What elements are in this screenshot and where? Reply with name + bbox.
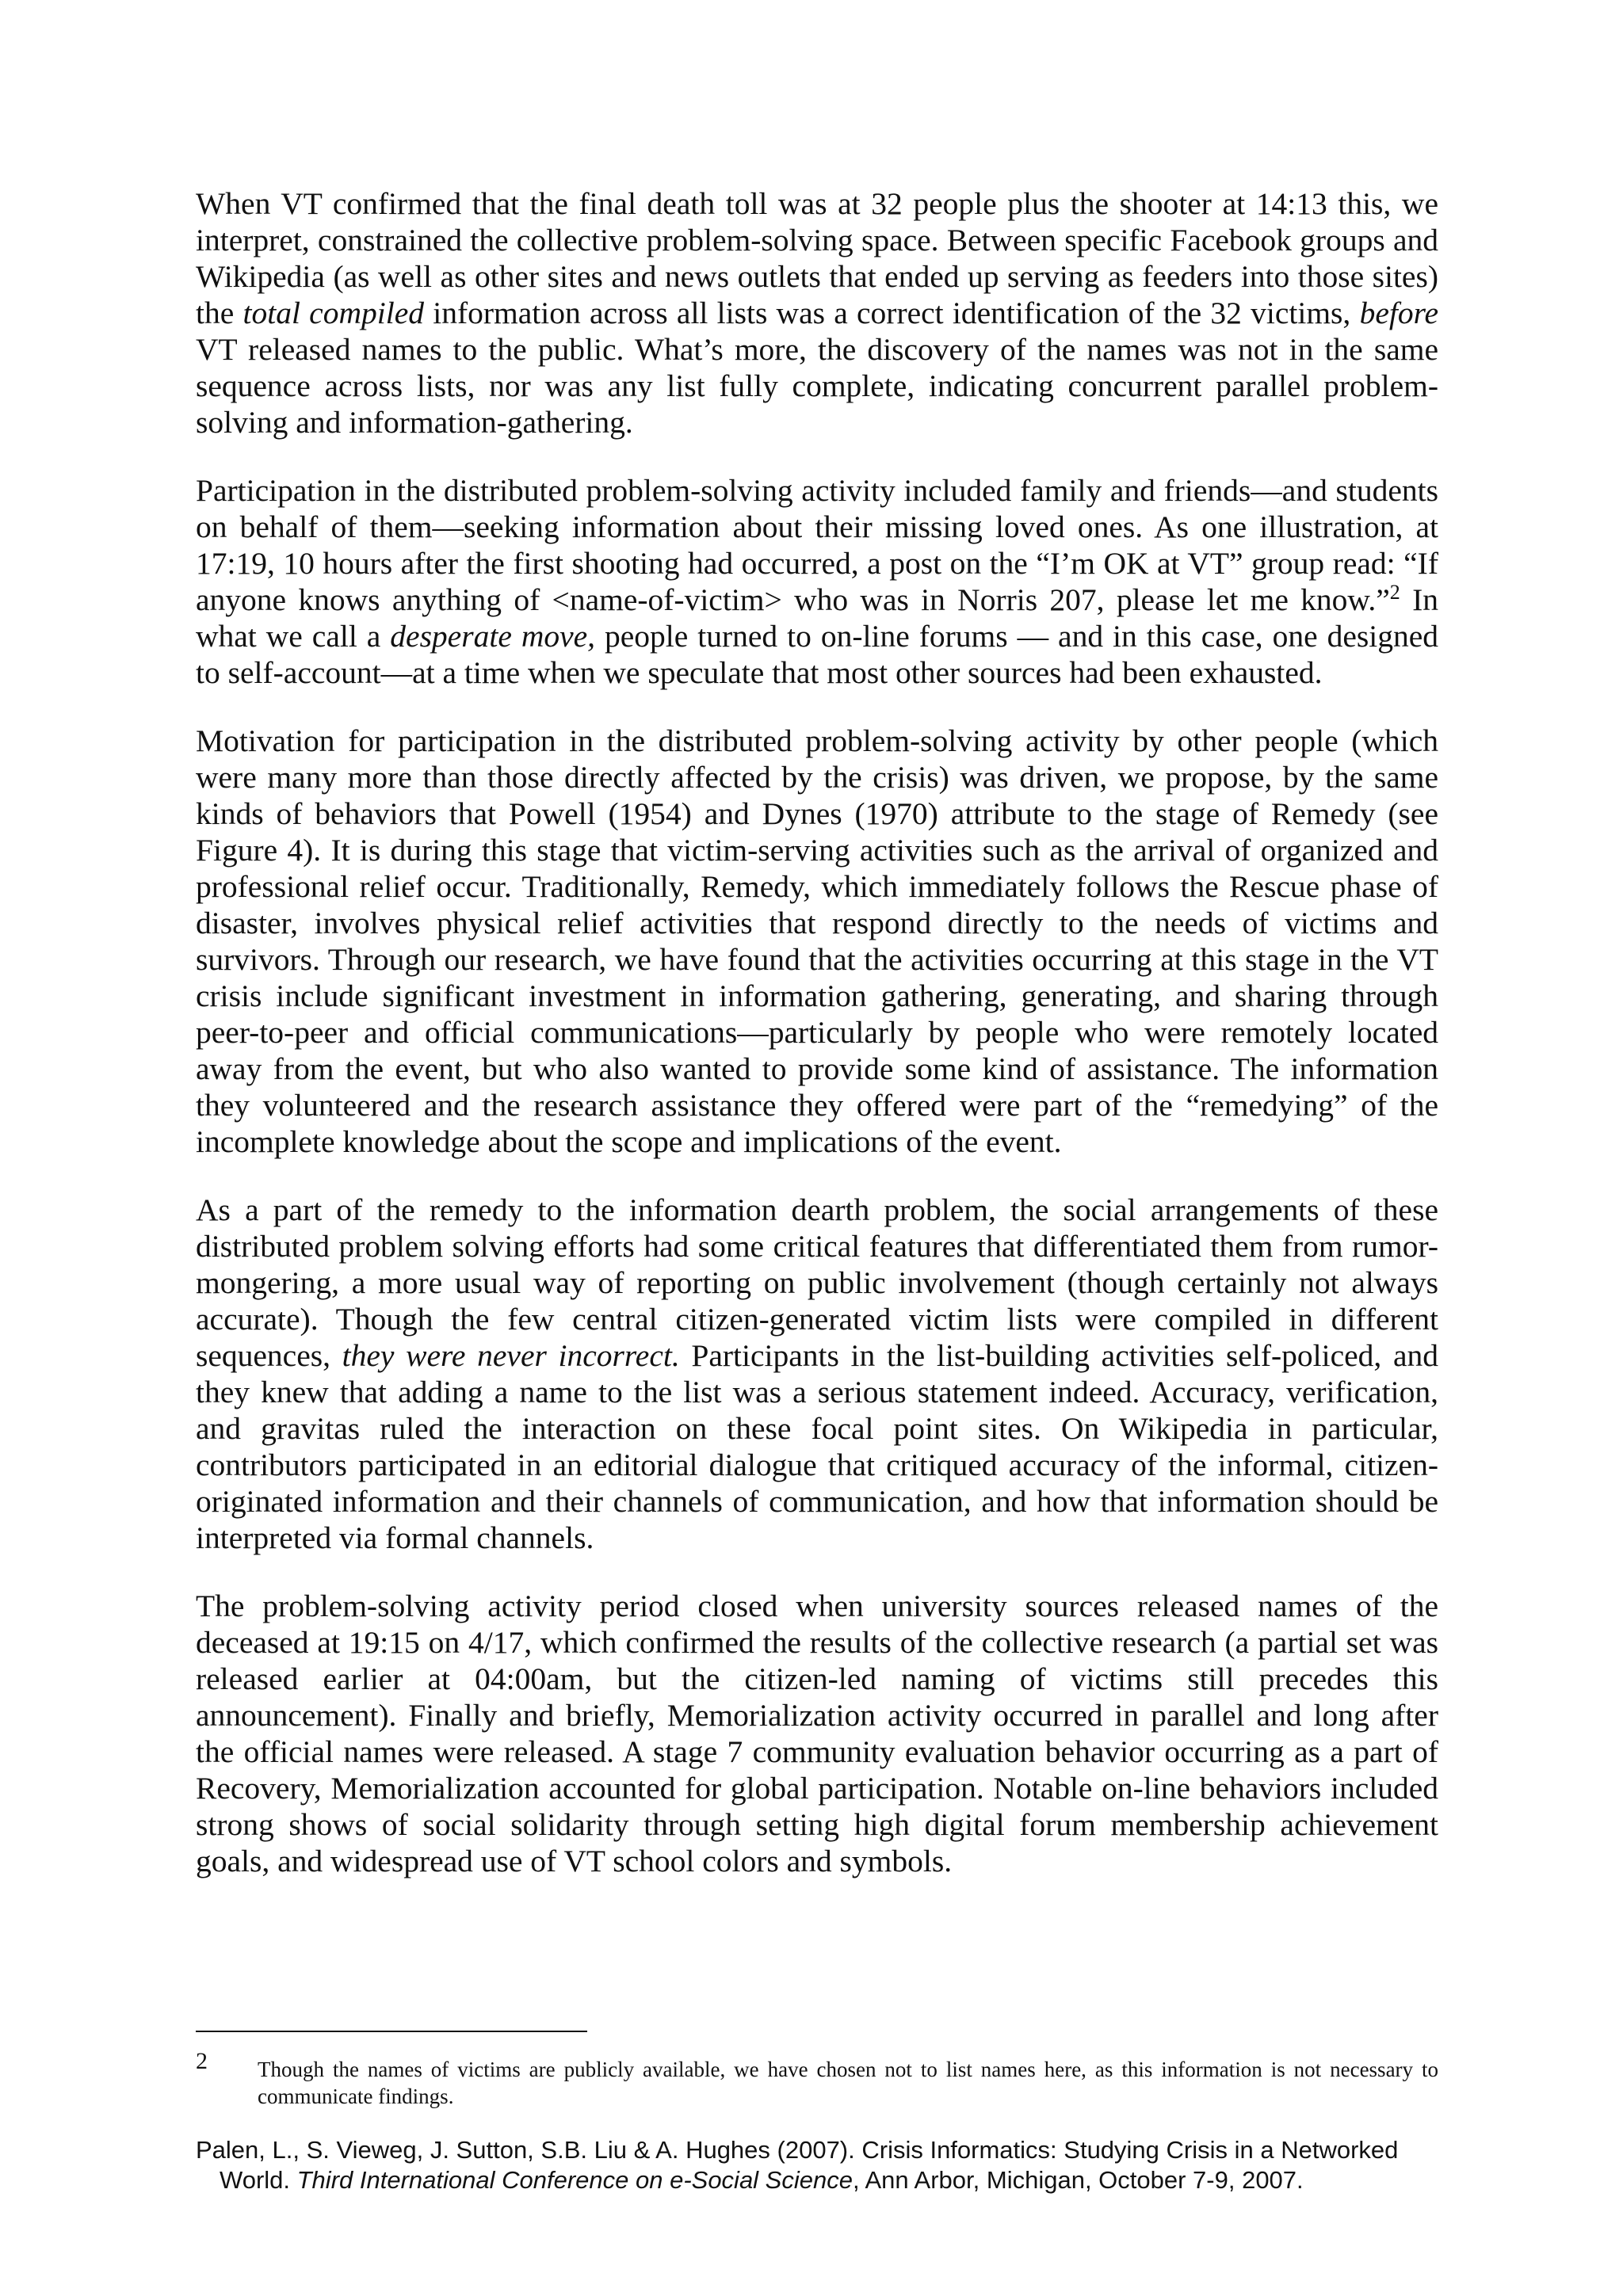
paragraph-text: information across all lists was a correct identification of the 32 victims, <box>423 296 1360 330</box>
emphasis-text: before <box>1359 296 1439 330</box>
paragraph-text: The problem-solving activity period closed when university sources released names of the deceased at 19:15 on 4/17, which confirmed the results of the collective research (a partial set was released earlier at 04:00am, but the citizen-led naming of victims still precedes this announcement). Finally and briefly, Memorialization activity occurred in parallel and long after the official names were released. A stage 7 community evaluation behavior occurring as a part of Recovery, Memorialization accounted for global participation. Notable on-line behaviors included strong shows of social solidarity through setting high digital forum membership achievement goals, and widespread use of VT school colors and symbols. <box>196 1589 1438 1878</box>
paragraph-text: VT released names to the public. What’s more, the discovery of the names was not in the same sequence across lists, nor was any list fully complete, indicating concurrent parallel problem-solving and information-gathering. <box>196 332 1438 440</box>
emphasis-text: desperate move, <box>390 619 596 654</box>
citation-text: , Ann Arbor, Michigan, October 7-9, 2007. <box>852 2166 1304 2194</box>
paragraph <box>196 1192 1438 1556</box>
footnote-separator <box>196 2031 587 2032</box>
paragraph-text: people turned to on-line forums — and in this case, one designed to self-account—at a time when we speculate that most other sources had been exhausted. <box>196 619 1439 690</box>
footnote-ref: 2 <box>1389 580 1400 604</box>
footnote-text: Though the names of victims are publicly available, we have chosen not to list names here, as this information is not necessary to communicate findings. <box>258 2058 1438 2108</box>
paragraph-text: Participation in the distributed problem-solving activity included family and friends—and students on behalf of them—seeking information about their missing loved ones. As one illustration, at 17:19, 10 hours after the first shooting had occurred, a post on the “I’m OK at VT” group read: “If anyone knows anything of <name-of-victim> who was in Norris 207, please let me know.” <box>196 473 1438 617</box>
paragraph <box>196 185 1438 441</box>
citation-text: World. <box>220 2166 297 2194</box>
paragraph-text: As a part of the remedy to the information dearth problem, the social arrangements of these distributed problem solving efforts had some critical features that differentiated them from rumor-mongering, a more usual way of reporting on public involvement (though certainly not always accurate). Though the few central citizen-generated victim lists were compiled in different sequences, <box>196 1192 1438 1373</box>
paragraph-text: In what we call a <box>196 582 1439 654</box>
emphasis-text: total compiled <box>242 296 424 330</box>
citation-line-2 <box>196 2165 1464 2195</box>
emphasis-text: they were never incorrect. <box>342 1338 680 1373</box>
paragraph-text: Motivation for participation in the distributed problem-solving activity by other people (which were many more than those directly affected by the crisis) was driven, we propose, by the same kinds of behaviors that Powell (1954) and Dynes (1970) attribute to the stage of Remedy (see Figure 4). It is during this stage that victim-serving activities such as the arrival of organized and professional relief occur. Traditionally, Remedy, which immediately follows the Rescue phase of disaster, involves physical relief activities that respond directly to the needs of victims and survivors. Through our research, we have found that the activities occurring at this stage in the VT crisis include significant investment in information gathering, generating, and sharing through peer-to-peer and official communications—particularly by people who were remotely located away from the event, but who also wanted to provide some kind of assistance. The information they volunteered and the research assistance they offered were part of the “remedying” of the incomplete knowledge about the scope and implications of the event. <box>196 723 1438 1159</box>
citation-line-1: Palen, L., S. Vieweg, J. Sutton, S.B. Liu & A. Hughes (2007). Crisis Informatics: Studying Crisis in a Networked <box>196 2136 1399 2164</box>
body-text <box>196 185 1438 1879</box>
footnote-number: 2 <box>196 2048 208 2074</box>
footnote <box>196 2048 1438 2110</box>
paragraph <box>196 1588 1438 1879</box>
paragraph <box>196 723 1438 1160</box>
paragraph <box>196 472 1438 691</box>
citation-venue: Third International Conference on e-Social Science <box>296 2166 853 2194</box>
paragraph-text: Participants in the list-building activities self-policed, and they knew that adding a name to the list was a serious statement indeed. Accuracy, verification, and gravitas ruled the interaction on these focal point sites. On Wikipedia in particular, contributors participated in an editorial dialogue that critiqued accuracy of the informal, citizen-originated information and their channels of communication, and how that information should be interpreted via formal channels. <box>196 1338 1438 1555</box>
citation <box>196 2135 1464 2195</box>
paragraph-text: When VT confirmed that the final death toll was at 32 people plus the shooter at 14:13 this, we interpret, constrained the collective problem-solving space. Between specific Facebook groups and Wikipedia (as well as other sites and news outlets that ended up serving as feeders into those sites) the <box>196 186 1438 330</box>
